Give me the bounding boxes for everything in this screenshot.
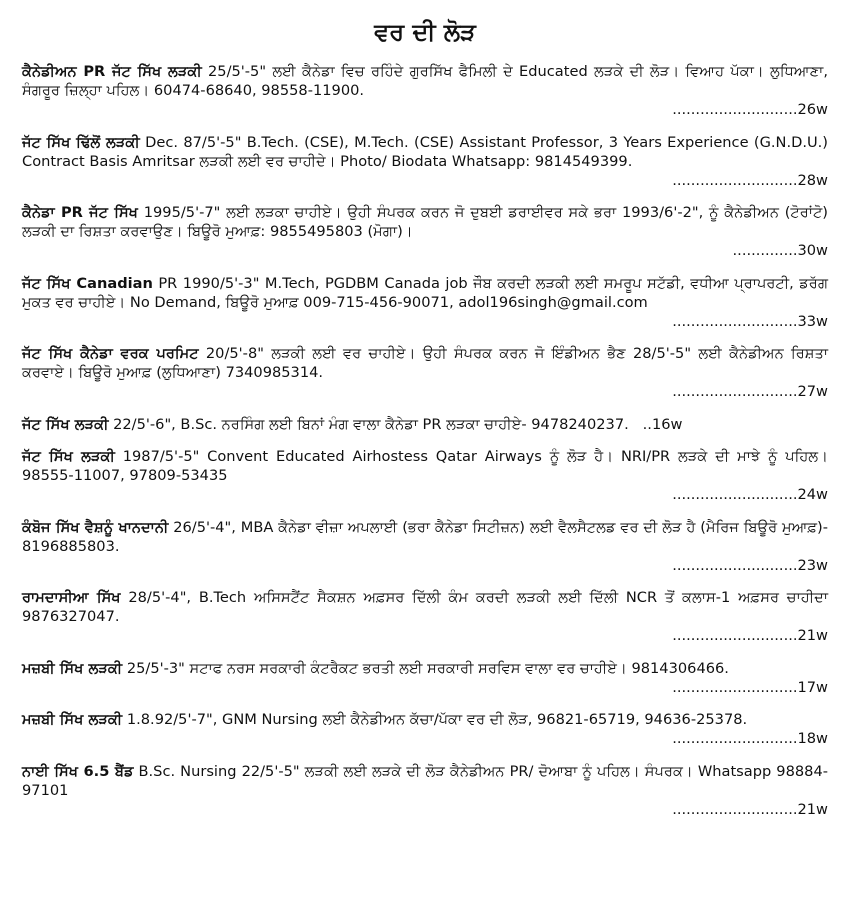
- ad-text: 25/5'-5" ਲਈ ਕੈਨੇਡਾ ਵਿਚ ਰਹਿੰਦੇ ਗੁਰਸਿੱਖ ਫੈਮਿਲੀ ਦੇ Educated ਲੜਕੇ ਦੀ ਲੋੜ। ਵਿਆਹ ਪੱਕਾ। ਲੁਧਿਆਣਾ, ਸੰਗਰੂਰ ਜ਼ਿਲ੍ਹਾ ਪਹਿਲ। 60474-68640, 98558-11900.: [22, 63, 828, 99]
- page-title: ਵਰ ਦੀ ਲੋੜ: [374, 18, 476, 46]
- ad-code-row: [22, 626, 828, 645]
- ad-code-row: [22, 312, 828, 331]
- ad-heading: ਮਜ਼ਬੀ ਸਿੱਖ ਲੜਕੀ: [22, 659, 123, 677]
- ad-code-row: [22, 100, 828, 119]
- ad-text: Dec. 87/5'-5" B.Tech. (CSE), M.Tech. (CSE) Assistant Professor, 3 Years Experience (G.N.D.U.) Contract Basis Amritsar ਲੜਕੀ ਲਈ ਵਰ ਚਾਹੀਦੇ। Photo/ Biodata Whatsapp: 9814549399.: [22, 133, 828, 170]
- ad-text: PR 1990/5'-3" M.Tech, PGDBM Canada job ਜੌਬ ਕਰਦੀ ਲੜਕੀ ਲਈ ਸਮਰੂਪ ਸਟੱਡੀ, ਵਧੀਆ ਪ੍ਰਾਪਰਟੀ, ਡਰੱਗ ਮੁਕਤ ਵਰ ਚਾਹੀਏ। No Demand, ਬਿਊਰੋ ਮੁਆਫ਼ 009-715-456-90071, adol196singh@gmail.com: [22, 274, 828, 311]
- ad-code-row: [22, 678, 828, 697]
- ad-text: B.Sc. Nursing 22/5'-5" ਲੜਕੀ ਲਈ ਲੜਕੇ ਦੀ ਲੋੜ ਕੈਨੇਡੀਅਨ PR/ ਦੋਆਬਾ ਨੂੰ ਪਹਿਲ। ਸੰਪਰਕ। Whatsapp 98884-97101: [22, 762, 828, 799]
- ad-heading: ਜੱਟ ਸਿੱਖ ਕੈਨੇਡਾ ਵਰਕ ਪਰਮਿਟ: [22, 345, 199, 362]
- ad-listing: [22, 447, 828, 504]
- ad-text: 28/5'-4", B.Tech ਅਸਿਸਟੈਂਟ ਸੈਕਸ਼ਨ ਅਫ਼ਸਰ ਦਿੱਲੀ ਕੰਮ ਕਰਦੀ ਲੜਕੀ ਲਈ ਦਿੱਲੀ NCR ਤੋਂ ਕਲਾਸ-1 ਅਫ਼ਸਰ ਚਾਹੀਦਾ 9876327047.: [22, 589, 828, 625]
- ad-text: 1987/5'-5" Convent Educated Airhostess Qatar Airways ਨੂੰ ਲੋੜ ਹੈ। NRI/PR ਲੜਕੇ ਦੀ ਮਾਝੇ ਨੂੰ ਪਹਿਲ। 98555-11007, 97809-53435: [22, 448, 828, 484]
- ad-listing: [22, 62, 828, 119]
- ad-text: 22/5'-6", B.Sc. ਨਰਸਿੰਗ ਲਈ ਬਿਨਾਂ ਮੰਗ ਵਾਲਾ ਕੈਨੇਡਾ PR ਲੜਕਾ ਚਾਹੀਏ- 9478240237.: [108, 415, 629, 433]
- ad-code: ..16w: [642, 415, 683, 433]
- ad-text: 1.8.92/5'-7", GNM Nursing ਲਈ ਕੈਨੇਡੀਅਨ ਕੱਚਾ/ਪੱਕਾ ਵਰ ਦੀ ਲੋੜ, 96821-65719, 94636-25378.: [122, 711, 748, 728]
- ad-code: ...........................21w: [672, 627, 828, 644]
- ad-code: ...........................26w: [672, 101, 828, 118]
- ad-code: ...........................17w: [672, 678, 828, 696]
- ad-code-row: [22, 382, 828, 401]
- ad-heading: ਜੱਟ ਸਿੱਖ ਲੜਕੀ: [22, 415, 109, 433]
- ad-code: ...........................27w: [672, 383, 828, 400]
- ad-heading: ਜੱਟ ਸਿੱਖ Canadian: [22, 274, 153, 292]
- ad-code: ...........................24w: [672, 486, 828, 503]
- ad-text: 1995/5'-7" ਲਈ ਲੜਕਾ ਚਾਹੀਏ। ਉਹੀ ਸੰਪਰਕ ਕਰਨ ਜੋ ਦੁਬਈ ਡਰਾਈਵਰ ਸਕੇ ਭਰਾ 1993/6'-2", ਨੂੰ ਕੈਨੇਡੀਅਨ (ਟੋਰਾਂਟੋ) ਲੜਕੀ ਦਾ ਰਿਸ਼ਤਾ ਕਰਵਾਉਣ। ਬਿਊਰੋ ਮੁਆਫ਼: 9855495803 (ਮੋਗਾ)।: [22, 204, 829, 240]
- ad-heading: ਕੰਬੋਜ ਸਿੱਖ ਵੈਸ਼ਨੂੰ ਖਾਨਦਾਨੀ: [22, 518, 169, 536]
- ad-heading: ਕੈਨੇਡਾ PR ਜੱਟ ਸਿੱਖ: [22, 204, 138, 221]
- ad-listing: [22, 762, 828, 819]
- ad-code: ...........................33w: [672, 312, 828, 330]
- ad-code-row: [22, 171, 828, 190]
- ad-listing: [22, 659, 828, 697]
- ad-listing: [22, 710, 828, 748]
- ad-code: ...........................23w: [672, 556, 828, 574]
- ad-code-row: [643, 416, 683, 433]
- ad-code: ...........................18w: [672, 730, 828, 747]
- ad-code: ..............30w: [732, 242, 828, 259]
- ad-list: [22, 62, 828, 819]
- ad-listing: [22, 518, 828, 575]
- ad-code-row: [22, 556, 828, 575]
- ad-text: 25/5'-3" ਸਟਾਫ ਨਰਸ ਸਰਕਾਰੀ ਕੰਟਰੈਕਟ ਭਰਤੀ ਲਈ ਸਰਕਾਰੀ ਸਰਵਿਸ ਵਾਲਾ ਵਰ ਚਾਹੀਏ। 9814306466.: [122, 659, 729, 677]
- ad-text: 20/5'-8" ਲੜਕੀ ਲਈ ਵਰ ਚਾਹੀਏ। ਉਹੀ ਸੰਪਰਕ ਕਰਨ ਜੋ ਇੰਡੀਅਨ ਭੈਣ 28/5'-5" ਲਈ ਕੈਨੇਡੀਅਨ ਰਿਸ਼ਤਾ ਕਰਵਾਏ। ਬਿਊਰੋ ਮੁਆਫ਼ (ਲੁਧਿਆਣਾ) 7340985314.: [22, 345, 828, 381]
- ad-text: 26/5'-4", MBA ਕੈਨੇਡਾ ਵੀਜ਼ਾ ਅਪਲਾਈ (ਭਰਾ ਕੈਨੇਡਾ ਸਿਟੀਜ਼ਨ) ਲਈ ਵੈਲਸੈਟਲਡ ਵਰ ਦੀ ਲੋੜ ਹੈ (ਮੈਰਿਜ ਬਿਊਰੋ ਮੁਆਫ਼)- 8196885803.: [22, 518, 828, 555]
- ad-listing: [22, 415, 828, 434]
- ad-listing: [22, 344, 828, 401]
- ad-heading: ਨਾਈ ਸਿੱਖ 6.5 ਬੈਂਡ: [22, 762, 134, 780]
- ad-heading: ਕੈਨੇਡੀਅਨ PR ਜੱਟ ਸਿੱਖ ਲੜਕੀ: [22, 63, 202, 80]
- ad-listing: [22, 133, 828, 190]
- ad-listing: [22, 203, 828, 260]
- ad-code-row: [22, 241, 828, 260]
- ad-code-row: [22, 729, 828, 748]
- ad-code: ...........................21w: [672, 800, 828, 818]
- ad-heading: ਜੱਟ ਸਿੱਖ ਢਿੱਲੋਂ ਲੜਕੀ: [22, 133, 140, 151]
- ad-listing: [22, 274, 828, 331]
- ad-listing: [22, 588, 828, 645]
- ad-heading: ਜੱਟ ਸਿੱਖ ਲੜਕੀ: [22, 448, 115, 465]
- ad-heading: ਮਜ਼ਬੀ ਸਿੱਖ ਲੜਕੀ: [22, 711, 123, 728]
- ad-code-row: [22, 800, 828, 819]
- ad-code: ...........................28w: [672, 171, 828, 189]
- ad-code-row: [22, 485, 828, 504]
- ad-heading: ਰਾਮਦਾਸੀਆ ਸਿੱਖ: [22, 589, 121, 606]
